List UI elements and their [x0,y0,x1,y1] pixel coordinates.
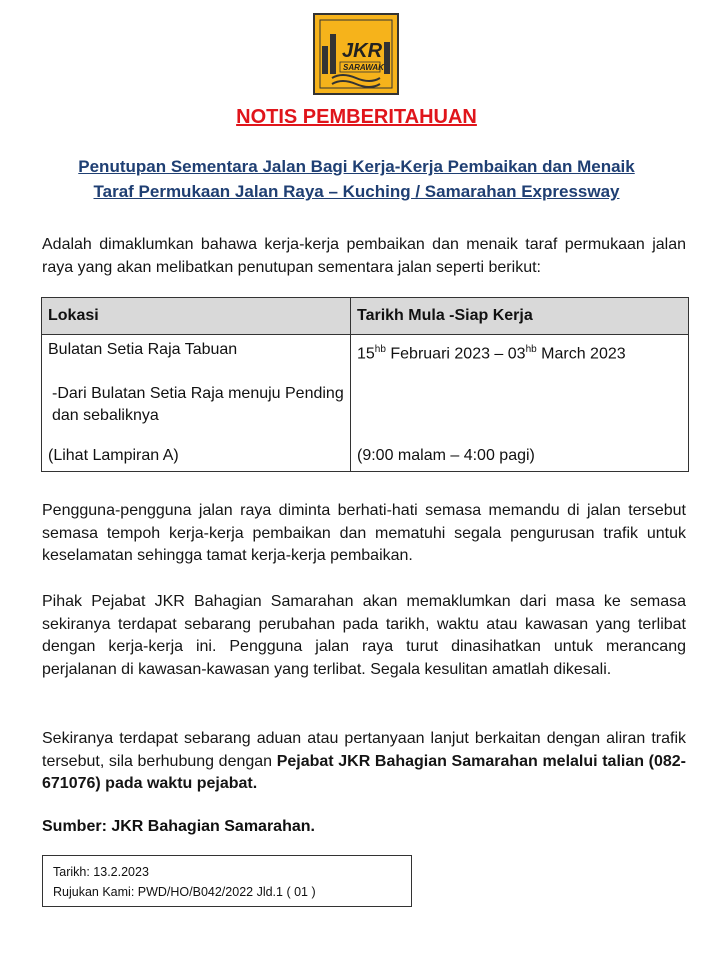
table-row [42,335,689,472]
header-location: Lokasi [42,298,351,335]
notice-title: NOTIS PEMBERITAHUAN [236,106,477,128]
intro-paragraph: Adalah dimaklumkan bahawa kerja-kerja pembaikan dan menaik taraf permukaan jalan raya yang akan melibatkan penutupan sementara jalan seperti berikut: [42,236,686,276]
subtitle-line-2: Taraf Permukaan Jalan Raya – Kuching / Samarahan Expressway [93,182,620,201]
location-ref: (Lihat Lampiran A) [48,447,179,464]
notice-subtitle [40,154,673,204]
logo-text: JKR [342,40,383,62]
reference-number: Rujukan Kami: PWD/HO/B042/2022 Jld.1 ( 01 ) [53,885,316,899]
table-header-row [42,298,689,335]
logo-subtext: SARAWAK [343,63,384,72]
source-line: Sumber: JKR Bahagian Samarahan. [42,818,315,835]
location-cell [42,335,351,472]
location-name: Bulatan Setia Raja Tabuan [48,341,238,358]
contact-details: Pejabat JKR Bahagian Samarahan melalui talian (082-671076) pada waktu pejabat. [42,752,687,792]
location-route: -Dari Bulatan Setia Raja menuju Pending dan sebaliknya [52,385,344,424]
reference-box [42,855,412,907]
date-range: $15^{hb}$ Februari $2023 - 03^{hb}$ March 2023 [357,344,626,363]
caution-paragraph: Pengguna-pengguna jalan raya diminta berhati-hati semasa memandu di jalan tersebut semasa tempoh kerja-kerja pembaikan dan mematuhi segala pengurusan trafik untuk keselamatan sehingga tamat kerja-kerja pembaikan. [42,502,686,564]
closure-table [41,297,689,472]
jkr-sarawak-logo [312,12,400,96]
update-paragraph: Pihak Pejabat JKR Bahagian Samarahan akan memaklumkan dari masa ke semasa sekiranya terdapat sebarang perubahan pada tarikh, waktu atau kawasan yang terlibat dengan kerja-kerja ini. Pengguna jalan raya turut dinasihatkan untuk merancang perjalanan di kawasan-kawasan yang terlibat. Segala kesulitan amatlah dikesali. [42,593,686,678]
work-hours: (9:00 malam – 4:00 pagi) [357,447,535,464]
contact-paragraph: Sekiranya terdapat sebarang aduan atau pertanyaan lanjut berkaitan dengan aliran trafik tersebut, sila berhubung dengan Pejabat JKR Bahagian Samarahan melalui talian (082-671076) pada waktu pejabat. [42,730,687,792]
subtitle-line-1: Penutupan Sementara Jalan Bagi Kerja-Kerja Pembaikan dan Menaik [78,157,635,176]
date-cell [351,335,689,472]
header-date: Tarikh Mula -Siap Kerja [351,298,689,335]
reference-date: Tarikh: 13.2.2023 [53,865,149,879]
